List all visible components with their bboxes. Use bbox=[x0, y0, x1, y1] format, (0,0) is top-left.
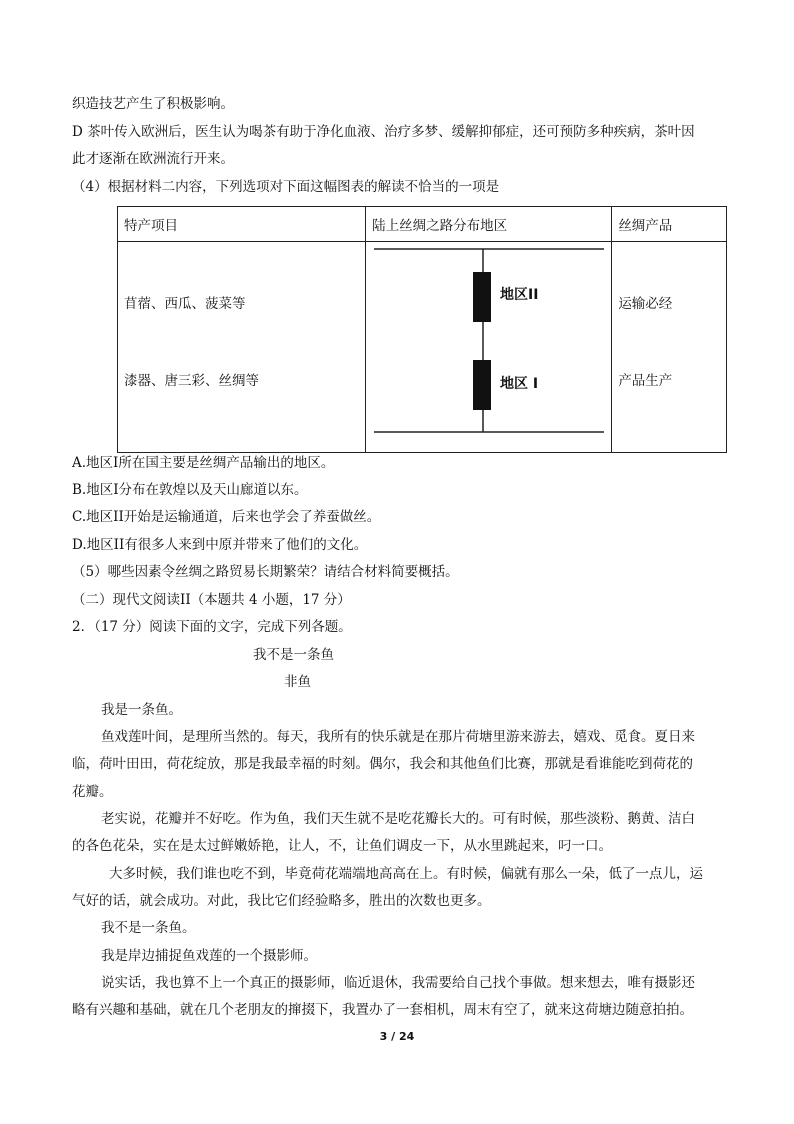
paragraph-line: 临，荷叶田田，荷花绽放，那是我最幸福的时刻。偶尔，我会和其他鱼们比赛，那就是看谁能吃到荷花的 bbox=[72, 756, 693, 772]
paragraph: 鱼戏莲叶间，是理所当然的。每天，我所有的快乐就是在那片荷塘里游来游去，嬉戏、觅食。夏日来 bbox=[101, 729, 695, 745]
option-a: A.地区I所在国主要是丝绸产品输出的地区。 bbox=[72, 455, 335, 471]
region-i-label: 地区 I bbox=[500, 376, 539, 392]
paragraph-line: 气好的话，就会成功。对此，我比它们经验略多，胜出的次数也更多。 bbox=[72, 893, 491, 909]
silk-road-region-diagram bbox=[366, 242, 612, 452]
product-text: 苜蓿、西瓜、菠菜等 bbox=[124, 296, 246, 312]
region-ii-marker bbox=[473, 272, 491, 322]
article-title: 我不是一条鱼 bbox=[253, 647, 334, 663]
option-d: D.地区II有很多人来到中原并带来了他们的文化。 bbox=[72, 537, 368, 553]
article-author: 非鱼 bbox=[284, 674, 311, 690]
table-header-row bbox=[118, 207, 727, 242]
region-ii-label: 地区II bbox=[500, 287, 539, 303]
products-cell bbox=[118, 242, 366, 453]
question-5: （5）哪些因素令丝绸之路贸易长期繁荣？请结合材料简要概括。 bbox=[72, 564, 459, 580]
question-4: （4）根据材料二内容，下列选项对下面这幅图表的解读不恰当的一项是 bbox=[72, 179, 500, 195]
region-diagram-cell bbox=[366, 242, 612, 453]
role-text: 运输必经 bbox=[618, 296, 673, 312]
question-2: 2．（17 分）阅读下面的文字，完成下列各题。 bbox=[72, 619, 352, 635]
table-header-cell: 陆上丝绸之路分布地区 bbox=[366, 207, 612, 242]
section-heading: （二）现代文阅读II（本题共 4 小题，17 分） bbox=[72, 592, 351, 608]
region-i-marker bbox=[473, 360, 491, 410]
option-b: B.地区I分布在敦煌以及天山廊道以东。 bbox=[72, 482, 308, 498]
paragraph: 我是岸边捕捉鱼戏莲的一个摄影师。 bbox=[101, 948, 317, 964]
paragraph: 我是一条鱼。 bbox=[101, 702, 182, 718]
paragraph-line: 花瓣。 bbox=[72, 784, 113, 800]
paragraph: 我不是一条鱼。 bbox=[101, 920, 196, 936]
table-header-cell: 丝绸产品 bbox=[612, 207, 727, 242]
paragraph-line: 略有兴趣和基础，就在几个老朋友的撺掇下，我置办了一套相机，周末有空了，就来这荷塘边随意拍拍。 bbox=[72, 1002, 693, 1018]
table-row bbox=[118, 242, 727, 453]
option-c: C.地区II开始是运输通道，后来也学会了养蚕做丝。 bbox=[72, 509, 381, 525]
paragraph: 大多时候，我们谁也吃不到，毕竟荷花端端地高高在上。有时候，偏就有那么一朵，低了一点儿，运 bbox=[109, 866, 703, 882]
paragraph: 说实话，我也算不上一个真正的摄影师，临近退休，我需要给自己找个事做。想来想去，唯有摄影还 bbox=[101, 975, 695, 991]
role-text: 产品生产 bbox=[618, 373, 673, 389]
text-line: 此才逐渐在欧洲流行开来。 bbox=[72, 151, 234, 167]
paragraph-line: 的各色花朵，实在是太过鲜嫩娇艳，让人，不，让鱼们调皮一下，从水里跳起来，叼一口。 bbox=[72, 838, 612, 854]
page-number: 3 / 24 bbox=[379, 1030, 415, 1043]
role-cell bbox=[612, 242, 727, 453]
text-line: 织造技艺产生了积极影响。 bbox=[72, 96, 234, 112]
option-d-text: D 茶叶传入欧洲后，医生认为喝茶有助于净化血液、治疗多梦、缓解抑郁症，还可预防多种疾病，茶叶因 bbox=[72, 124, 695, 140]
product-text: 漆器、唐三彩、丝绸等 bbox=[124, 373, 259, 389]
paragraph: 老实说，花瓣并不好吃。作为鱼，我们天生就不是吃花瓣长大的。可有时候，那些淡粉、鹅黄、洁白 bbox=[101, 811, 695, 827]
silk-road-table bbox=[117, 206, 727, 453]
table-header-cell: 特产项目 bbox=[118, 207, 366, 242]
